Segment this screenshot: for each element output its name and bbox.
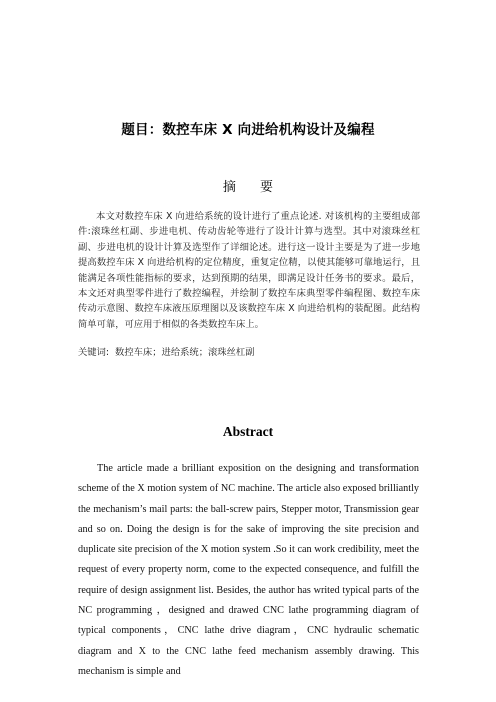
abstract-heading-cn: 摘 要	[222, 180, 284, 195]
keywords-label: 关键词:	[78, 347, 110, 358]
keywords-value: 数控车床；进给系统；滚珠丝杠副	[115, 347, 255, 358]
abstract-paragraph-en: The article made a brilliant exposition on the designing and transformation scheme of the X motion system of NC machine. The article also exposed brilliantly the mechanism’s mail parts: the ball-screw pairs, Stepper motor, Transmission gear and so on. Doing the design is for the sake of improving the site precision and duplicate site precision of the X motion system .So it can work credibility, meet the request of every property norm, come to the expected consequence, and fulfill the require of design assignment list. Besides, the author has writed typical parts of the NC programming ，designed and drawed CNC lathe programming diagram of typical components，CNC lathe drive diagram，CNC hydraulic schematic diagram and X to the CNC lathe feed mechanism assembly drawing. This mechanism is simple and	[78, 463, 419, 677]
abstract-heading-en: Abstract	[222, 424, 274, 439]
document-title: 题目：数控车床 X 向进给机构设计及编程	[121, 122, 375, 138]
abstract-paragraph-cn: 本文对数控车床 X 向进给系统的设计进行了重点论述. 对该机构的主要组成部件:滚珠丝杠副、步进电机、传动齿轮等进行了设计计算与选型。其中对滚珠丝杠副、步进电机的设计计算及选型作了详细论述。进行这一设计主要是为了进一步地提高数控车床 X 向进给机构的定位精度，重复定位精，以使其能够可靠地运行，且能满足各项性能指标的要求，达到预期的结果，即满足设计任务书的要求。最后，本文还对典型零件进行了数控编程，并绘制了数控车床典型零件编程图、数控车床传动示意图、数控车床液压原理图以及该数控车床 X 向进给机构的装配图。此结构简单可靠，可应用于相似的各类数控车床上。	[78, 211, 420, 330]
keywords-line	[78, 344, 420, 358]
